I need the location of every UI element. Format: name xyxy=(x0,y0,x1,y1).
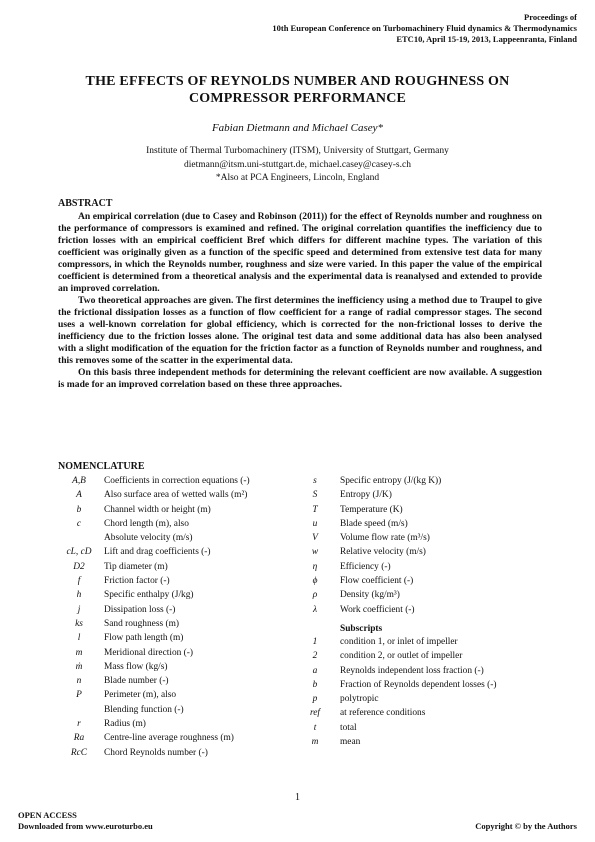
subscript-description: condition 2, or outlet of impeller xyxy=(340,651,463,662)
nomenclature-description: Also surface area of wetted walls (m²) xyxy=(104,490,248,501)
nomenclature-row xyxy=(58,731,250,745)
nomenclature-right-column xyxy=(294,474,496,749)
subscript-description: mean xyxy=(340,737,361,748)
nomenclature-symbol: r xyxy=(77,719,81,730)
nomenclature-description: Friction factor (-) xyxy=(104,576,170,587)
nomenclature-description: Relative velocity (m/s) xyxy=(340,547,426,558)
nomenclature-row xyxy=(294,574,496,588)
nomenclature-row xyxy=(294,517,496,531)
footer-left xyxy=(18,810,153,832)
subscript-symbol: ref xyxy=(309,708,321,719)
subscript-row xyxy=(294,649,496,663)
nomenclature-symbol: h xyxy=(76,590,82,601)
nomenclature-row xyxy=(294,531,496,545)
nomenclature-description: Chord Reynolds number (-) xyxy=(104,747,208,758)
nomenclature-symbol: η xyxy=(312,561,318,572)
nomenclature-description: Temperature (K) xyxy=(340,504,403,515)
paper-title xyxy=(0,73,595,107)
nomenclature-description: Sand roughness (m) xyxy=(104,618,179,629)
nomenclature-symbol: V xyxy=(312,533,318,544)
subscript-symbol: 1 xyxy=(312,636,318,647)
header-line-2: 10th European Conference on Turbomachinery Fluid dynamics & Thermodynamics xyxy=(272,23,577,33)
subscript-description: condition 1, or inlet of impeller xyxy=(340,636,458,647)
nomenclature-description: Flow path length (m) xyxy=(104,633,184,644)
nomenclature-description: Specific entropy (J/(kg K)) xyxy=(340,476,442,486)
nomenclature-symbol: ṁ xyxy=(75,661,83,672)
abstract-body xyxy=(58,211,542,391)
nomenclature-symbol: ρ xyxy=(312,590,318,601)
nomenclature-row xyxy=(294,560,496,574)
nomenclature-symbol: D2 xyxy=(73,561,85,572)
nomenclature-description: Channel width or height (m) xyxy=(104,504,211,515)
subscript-row xyxy=(294,721,496,735)
subscripts-heading: Subscripts xyxy=(340,623,383,634)
abstract-heading: ABSTRACT xyxy=(58,198,113,209)
nomenclature-row xyxy=(294,488,496,502)
nomenclature-row xyxy=(58,703,250,717)
nomenclature-row xyxy=(58,531,250,545)
nomenclature-symbol: f xyxy=(77,576,81,587)
subscript-row xyxy=(294,664,496,678)
nomenclature-row xyxy=(58,617,250,631)
nomenclature-description: Mass flow (kg/s) xyxy=(104,661,168,672)
title-line-1: THE EFFECTS OF REYNOLDS NUMBER AND ROUGHNESS ON xyxy=(85,74,510,89)
nomenclature-symbol xyxy=(58,531,100,545)
abstract-paragraph-1: An empirical correlation (due to Casey and Robinson (2011)) for the effect of Reynolds number and roughness on the performance of compressors is examined and refined. The original correlation quantifies the inefficiency due to friction losses with an empirical coefficient Bref which differs for different machine types. The variation of this coefficient was originally given as a function of the specific speed and determined from extensive test data for many compressors, in which the Reynolds number, roughness and size were varied. In this paper the value of the empirical coefficient is determined from a theoretical analysis and the experimental data is reanalysed and extended to provide an improved correlation. xyxy=(58,211,542,294)
title-line-2: COMPRESSOR PERFORMANCE xyxy=(188,91,407,106)
nomenclature-row xyxy=(294,588,496,602)
header-line-1: Proceedings of xyxy=(524,12,577,22)
nomenclature-row xyxy=(58,603,250,617)
nomenclature-description: Blade number (-) xyxy=(104,676,169,687)
nomenclature-description: Absolute velocity (m/s) xyxy=(104,533,193,544)
nomenclature-symbol: T xyxy=(312,504,318,515)
nomenclature-symbol: Ra xyxy=(73,733,85,744)
nomenclature-row xyxy=(58,674,250,688)
nomenclature-symbol: n xyxy=(76,676,82,687)
nomenclature-description: Tip diameter (m) xyxy=(104,561,168,572)
affiliation xyxy=(0,145,595,186)
affiliation-emails: dietmann@itsm.uni-stuttgart.de, michael.casey@casey-s.ch xyxy=(184,159,411,170)
abstract-paragraph-2: Two theoretical approaches are given. The first determines the inefficiency using a method due to Traupel to give the frictional dissipation losses as a function of flow coefficient for a range of radial compressor stages. The second uses a well-known correlation for global efficiency, which is corrected for the non-frictional losses to derive the inefficiency due to the friction losses alone. The original test data and some additional data has also been analysed with a slight modification of the equation for the friction factor as a function of Reynolds number and roughness, and this removes some of the scatter in the experimental data. xyxy=(58,295,542,366)
nomenclature-symbol: ϕ xyxy=(312,576,318,587)
nomenclature-row xyxy=(58,688,250,702)
subscript-row xyxy=(294,735,496,749)
copyright-notice: Copyright © by the Authors xyxy=(475,821,577,831)
nomenclature-symbol: cL, cD xyxy=(66,547,92,558)
nomenclature-symbol: s xyxy=(313,476,317,486)
nomenclature-description: Centre-line average roughness (m) xyxy=(104,733,234,744)
authors: Fabian Dietmann and Michael Casey* xyxy=(211,122,384,134)
subscript-row xyxy=(294,635,496,649)
affiliation-institute: Institute of Thermal Turbomachinery (ITSM), University of Stuttgart, Germany xyxy=(146,146,449,156)
nomenclature-description: Density (kg/m³) xyxy=(340,590,400,601)
nomenclature-description: Chord length (m), also xyxy=(104,518,189,529)
nomenclature-symbol xyxy=(58,703,100,717)
nomenclature-symbol: ks xyxy=(75,618,83,629)
nomenclature-description: Radius (m) xyxy=(104,719,146,730)
nomenclature-symbol: λ xyxy=(312,604,318,615)
nomenclature-symbol: m xyxy=(75,647,83,658)
nomenclature-row xyxy=(58,503,250,517)
nomenclature-symbol: A,B xyxy=(72,476,86,486)
subscript-description: polytropic xyxy=(340,694,379,705)
nomenclature-symbol: j xyxy=(77,604,81,615)
open-access-label: OPEN ACCESS xyxy=(18,810,77,820)
nomenclature-row xyxy=(294,603,496,617)
nomenclature-description: Volume flow rate (m³/s) xyxy=(340,533,430,544)
nomenclature-symbol: w xyxy=(311,547,319,558)
nomenclature-row xyxy=(58,474,250,488)
nomenclature-row xyxy=(58,631,250,645)
nomenclature-row xyxy=(58,574,250,588)
nomenclature-description: Blending function (-) xyxy=(104,704,184,715)
header-line-3: ETC10, April 15-19, 2013, Lappeenranta, Finland xyxy=(396,34,577,44)
nomenclature-symbol: S xyxy=(312,490,318,501)
nomenclature-row xyxy=(58,588,250,602)
nomenclature-row xyxy=(58,646,250,660)
nomenclature-description: Efficiency (-) xyxy=(340,561,391,572)
affiliation-also: *Also at PCA Engineers, Lincoln, England xyxy=(215,173,380,183)
nomenclature-row xyxy=(294,503,496,517)
subscript-description: at reference conditions xyxy=(340,708,426,719)
subscript-symbol: p xyxy=(312,694,318,705)
download-source: Downloaded from www.euroturbo.eu xyxy=(18,821,153,831)
nomenclature-symbol: RcC xyxy=(70,747,88,758)
nomenclature-description: Specific enthalpy (J/kg) xyxy=(104,590,194,601)
subscript-row xyxy=(294,678,496,692)
nomenclature-description: Dissipation loss (-) xyxy=(104,604,176,615)
nomenclature-description: Meridional direction (-) xyxy=(104,647,194,658)
nomenclature-row xyxy=(58,560,250,574)
nomenclature-symbol: l xyxy=(77,633,81,644)
nomenclature-description: Work coefficient (-) xyxy=(340,604,415,615)
nomenclature-symbol: c xyxy=(76,518,82,529)
nomenclature-description: Blade speed (m/s) xyxy=(340,518,408,529)
nomenclature-row xyxy=(294,545,496,559)
nomenclature-symbol: u xyxy=(312,518,318,529)
proceedings-header xyxy=(272,12,577,45)
nomenclature-row xyxy=(294,474,496,488)
subscript-symbol: m xyxy=(311,737,319,748)
nomenclature-row xyxy=(58,488,250,502)
nomenclature-row xyxy=(58,545,250,559)
subscript-symbol: a xyxy=(312,665,318,676)
subscript-symbol: 2 xyxy=(312,651,318,662)
subscript-row xyxy=(294,692,496,706)
nomenclature-heading: NOMENCLATURE xyxy=(58,461,145,472)
nomenclature-left-column xyxy=(58,474,250,760)
nomenclature-row xyxy=(58,717,250,731)
nomenclature-row xyxy=(58,517,250,531)
nomenclature-row xyxy=(58,660,250,674)
nomenclature-description: Perimeter (m), also xyxy=(104,690,177,701)
subscript-row xyxy=(294,706,496,720)
nomenclature-description: Entropy (J/K) xyxy=(340,490,392,501)
nomenclature-description: Flow coefficient (-) xyxy=(340,576,414,587)
nomenclature-symbol: A xyxy=(76,490,82,501)
abstract-paragraph-3: On this basis three independent methods for determining the relevant coefficient are now available. A suggestion is made for an improved correlation based on these three approaches. xyxy=(58,367,542,390)
nomenclature-symbol: P xyxy=(76,690,82,701)
subscript-description: total xyxy=(340,722,357,733)
subscript-symbol: t xyxy=(313,722,317,733)
nomenclature-description: Coefficients in correction equations (-) xyxy=(104,476,250,486)
subscript-description: Reynolds independent loss fraction (-) xyxy=(340,665,484,676)
nomenclature-symbol: b xyxy=(76,504,82,515)
subscript-symbol: b xyxy=(312,679,318,690)
nomenclature-description: Lift and drag coefficients (-) xyxy=(104,547,211,558)
page-number: 1 xyxy=(295,792,300,803)
subscript-description: Fraction of Reynolds dependent losses (-) xyxy=(340,679,497,690)
nomenclature-row xyxy=(58,746,250,760)
